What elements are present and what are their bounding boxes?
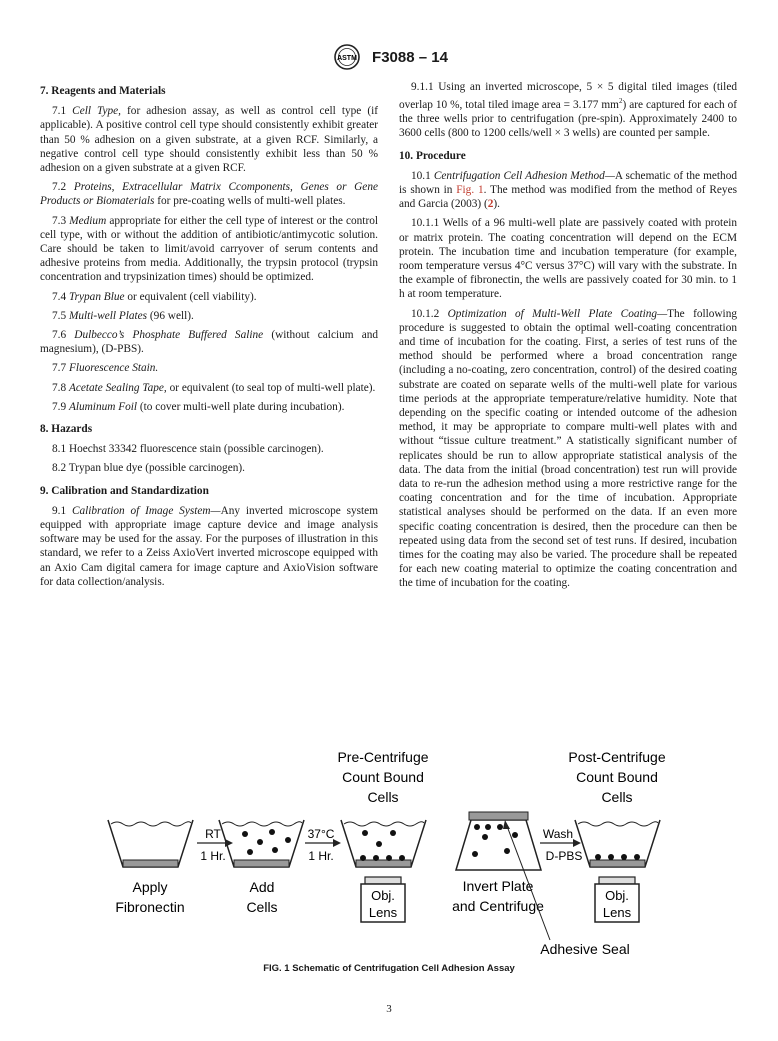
- invert-label-2: and Centrifuge: [452, 898, 544, 914]
- obj-lens-2-label-2: Lens: [602, 905, 632, 920]
- para-7-7: 7.7 Fluorescence Stain.: [52, 362, 159, 375]
- para-7-8: 7.8 Acetate Sealing Tape, or equivalent (to seal top of multi-well plate).: [52, 381, 376, 394]
- pre-centrifuge-title-3: Cells: [367, 789, 399, 805]
- para-8-2: 8.2 Trypan blue dye (possible carcinogen).: [52, 462, 245, 475]
- wash-buffer-label: D-PBS: [545, 849, 583, 863]
- figure-1-link[interactable]: Fig. 1: [456, 183, 484, 196]
- temp-label: 37°C: [307, 827, 335, 841]
- wash-label: Wash: [542, 827, 574, 841]
- post-centrifuge-title-1: Post-Centrifuge: [568, 749, 666, 765]
- objective-lens-1: [361, 877, 405, 922]
- well-inverted: [456, 812, 541, 870]
- post-centrifuge-title-2: Count Bound: [576, 769, 658, 785]
- page-header: [0, 40, 778, 74]
- reference-2-link[interactable]: 2: [487, 198, 494, 211]
- temp-time-label: 1 Hr.: [308, 849, 334, 863]
- designation: F3088 – 14: [372, 48, 448, 66]
- step-1-label-1: Apply: [132, 879, 168, 895]
- para-7-4: 7.4 Trypan Blue or equivalent (cell viability).: [52, 290, 257, 303]
- pre-centrifuge-title-1: Pre-Centrifuge: [337, 749, 429, 765]
- left-column: [40, 80, 378, 594]
- well-post-centrifuge: [575, 820, 660, 867]
- figure-1-schematic: [95, 740, 685, 965]
- para-7-5: 7.5 Multi-well Plates (96 well).: [52, 309, 194, 322]
- rt-time-label: 1 Hr.: [200, 849, 226, 863]
- section-8-title: 8. Hazards: [40, 423, 93, 436]
- objective-lens-2: [595, 877, 639, 922]
- obj-lens-2-label-1: Obj.: [605, 888, 629, 903]
- para-7-1: 7.1 Cell Type, for adhesion assay, as well as control cell type (if applicable). A positive control cell type should consistently exhibit greater than 50 % adhesion on a given substrate, at a given RCF. Similarly, a negative control cell type should consistently exhibit less than 50 % adhesion on a given substrate at a given RCF.: [40, 105, 378, 175]
- page-number: 3: [386, 1003, 392, 1015]
- section-9-title: 9. Calibration and Standardization: [40, 484, 209, 497]
- astm-logo-icon: [330, 43, 364, 71]
- obj-lens-1-label-2: Lens: [368, 905, 398, 920]
- para-10-1-2: 10.1.2 Optimization of Multi-Well Plate Coating—The following procedure is suggested to obtain the optimal well-coating concentration and time of incubation for the coating. First, a series of test runs of the method should be performed where a broad concentration range (including a no-coating, zero concentration, control) of the desired coating substrate are coated on separate wells of the multi-well plate for various time periods at the appropriate temperature/relative humidity. Note that depending on the specific coating or intended outcome of the adhesion method, it may be appropriate to compare multi-well plates with and without “tissue culture treatment.” A statistically significant number of replicates should be run to allow appropriate statistical analysis of the data. The data from the initial (broad concentration) test run will provide data to re-run the adhesion method using a more restrictive range for the coating concentration and for the time of incubation. Appropriate statistical analyses should be performed on the data. If an even more specific coating concentration is desired, then the procedure can then be repeated using data from the second set of test runs. If desired, incubation times for the coating may also be varied. The procedure shall be repeated for each new coating material to optimize the coating concentration and the time of incubation for the coating.: [399, 307, 737, 590]
- section-10-title: 10. Procedure: [399, 149, 466, 162]
- svg-text:ASTM: ASTM: [337, 55, 357, 62]
- well-pre-centrifuge: [341, 820, 426, 867]
- step-2-label-2: Cells: [246, 899, 278, 915]
- para-7-2: 7.2 Proteins, Extracellular Matrix Ccomponents, Genes or Gene Products or Biomaterials for pre-coating wells of multi-well plates.: [40, 181, 378, 208]
- post-centrifuge-title-3: Cells: [601, 789, 633, 805]
- obj-lens-1-label-1: Obj.: [371, 888, 395, 903]
- figure-caption: FIG. 1 Schematic of Centrifugation Cell Adhesion Assay: [263, 963, 515, 974]
- pre-centrifuge-title-2: Count Bound: [342, 769, 424, 785]
- invert-label-1: Invert Plate: [462, 878, 534, 894]
- rt-label: RT: [205, 827, 221, 841]
- para-8-1: 8.1 Hoechst 33342 fluorescence stain (possible carcinogen).: [52, 443, 324, 456]
- step-1-label-2: Fibronectin: [115, 899, 185, 915]
- section-7-title: 7. Reagents and Materials: [40, 85, 166, 97]
- para-7-3: 7.3 Medium appropriate for either the cell type of interest or the control cell type, with or without the addition of antibiotic/antimycotic solution. Care should be taken to limit/avoid carryover of serum contents and adhesive proteins from media. Additionally, the trypsin protocol (trypsin concentration and trypsinization times) should be optimized.: [40, 214, 378, 284]
- para-10-1: 10.1 Centrifugation Cell Adhesion Method—A schematic of the method is shown in Fig. 1. The method was modified from the method of Reyes and Garcia (2003) (2).: [399, 169, 737, 211]
- para-10-1-1: 10.1.1 Wells of a 96 multi-well plate are passively coated with protein or matrix protein. The coating concentration will depend on the ECM protein. The incubation time and incubation temperature (for example, room temperature versus 4°C versus 37°C) will vary with the substrate. In the example of fibronectin, the wells are passively coated for 30 min. to 1 h at room temperature.: [399, 217, 737, 301]
- para-9-1: 9.1 Calibration of Image System—Any inverted microscope system equipped with appropriate image capture device and image analysis software may be used for the assay. For the purposes of illustration in this standard, we refer to a Zeiss AxioVert inverted microscope equipped with an Axio Cam digital camera for image capture and AxioVision software for data collection/analysis.: [40, 504, 378, 588]
- step-2-label-1: Add: [249, 879, 275, 895]
- para-7-6: 7.6 Dulbecco’s Phosphate Buffered Saline (without calcium and magnesium), (D-PBS).: [40, 329, 379, 356]
- right-column: [399, 80, 737, 596]
- adhesive-seal-label: Adhesive Seal: [540, 941, 630, 957]
- para-7-9: 7.9 Aluminum Foil (to cover multi-well plate during incubation).: [52, 400, 345, 413]
- para-9-1-1: 9.1.1 Using an inverted microscope, 5 × 5 digital tiled images (tiled overlap 10 %, total tiled image area = 3.177 $mm^2$) are captured for each of the three wells prior to centrifugation (pre-spin). Approximately 2400 to 3600 cells (800 to 1200 cells/well × 3 wells) are counted per sample.: [399, 81, 737, 140]
- well-fibronectin: [108, 820, 193, 867]
